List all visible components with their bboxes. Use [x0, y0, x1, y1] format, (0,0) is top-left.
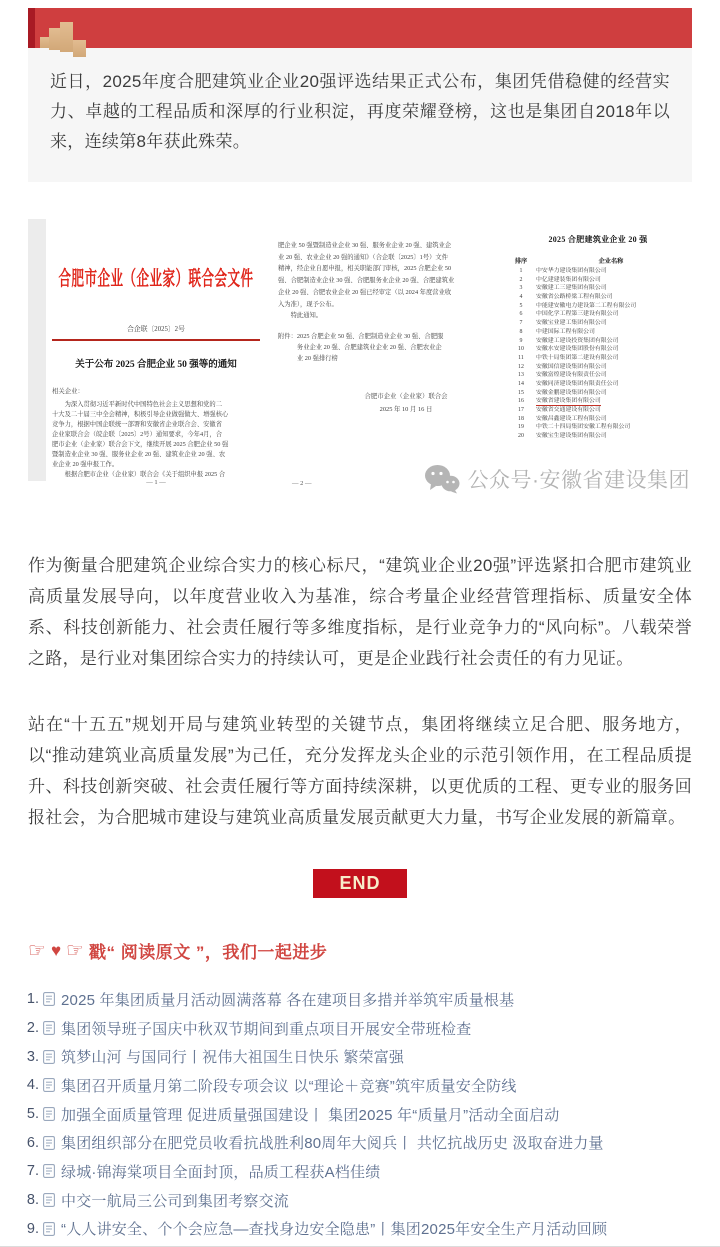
page2-number: — 2 — — [292, 480, 312, 487]
doc-text-line: 强、合肥制造业企业 30 强、合肥服务业企业 20 强、合肥建筑业 — [278, 277, 455, 285]
page1-number: — 1 — — [146, 479, 166, 486]
ranking-row: 12 安徽国信建设集团有限公司 — [518, 363, 607, 370]
article-index: 6. — [26, 1134, 39, 1151]
wechat-icon — [424, 464, 460, 494]
notice-heading: 关于公布 2025 合肥企业 50 强等的通知 — [75, 360, 237, 370]
official-document-image[interactable] — [28, 202, 692, 524]
ranking-row: 17 安徽省交通建设有限公司 — [518, 407, 601, 413]
ranking-row: 13 安徽富煌建设有限责任公司 — [518, 372, 607, 379]
article-title: 2025 年集团质量月活动圆满落幕 各在建项目多措并举筑牢质量根基 — [61, 991, 515, 1009]
doc-text-line: 暨制造业企业 30 强、服务业企业 20 强、建筑业企业 20 强、农 — [52, 451, 226, 458]
article-icon — [43, 1164, 55, 1178]
doc-text-line: 务业企业 20 强、合肥建筑业企业 20 强、合肥农业企 — [278, 343, 442, 351]
intro-card — [28, 48, 692, 182]
article-index: 2. — [26, 1020, 39, 1037]
cta-text: 戳“ 阅读原文 ”，我们一起进步 — [88, 943, 328, 962]
article-icon — [43, 1193, 55, 1207]
end-section — [0, 869, 720, 898]
page1-body — [52, 400, 260, 480]
article-icon — [43, 1222, 55, 1236]
ranking-header — [508, 256, 688, 265]
signature-block — [278, 390, 476, 416]
article-icon — [43, 1107, 55, 1121]
article-index: 1. — [26, 991, 39, 1008]
intro-paragraph: 近日，2025年度合肥建筑业企业20强评选结果正式公布，集团凭借稳健的经营实力、卓越的工程品质和深厚的行业积淀，再度荣耀登榜，这也是集团自2018年以来，连续第8年获此殊荣。 — [50, 72, 670, 151]
document-number: 合企联〔2025〕2号 — [127, 326, 185, 333]
ranking-row: 14 安徽同济建设集团有限责任公司 — [518, 380, 619, 387]
cta-line — [28, 938, 692, 963]
doc-text-line: 附件：2025 合肥企业 50 强、合肥制造业企业 30 强、合肥服 — [278, 332, 444, 340]
doc-text-line: 企业家联合会（皖企联〔2025〕2号）通知要求，今年4月，合 — [52, 431, 223, 438]
related-article-link[interactable] — [22, 1014, 692, 1043]
ranking-row: 4 安徽省公路桥梁工程有限公司 — [519, 294, 613, 301]
article-icon — [43, 1021, 55, 1035]
ranking-row: 8 中建国际工程有限公司 — [519, 328, 595, 335]
article-icon — [43, 1136, 55, 1150]
document-page-2 — [278, 232, 476, 487]
article-index: 4. — [26, 1077, 39, 1094]
ranking-row: 6 中国化学工程第三建设有限公司 — [519, 311, 619, 318]
col-company: 企业名称 — [598, 258, 624, 265]
doc-text-line: 肥企业 50 强暨制造业企业 30 强、服务业企业 20 强、建筑业企 — [278, 242, 452, 249]
related-article-link[interactable] — [22, 1042, 692, 1071]
document-letterhead: 合肥市企业（企业家）联合会文件 — [58, 267, 254, 290]
article-title: 集团召开质量月第二阶段专项会议 以“理论＋竞赛”筑牢质量安全防线 — [61, 1077, 517, 1095]
article-index: 5. — [26, 1106, 39, 1123]
doc-text-line: 精神，经企业自愿申报，相关职能部门审核，2025 合肥企业 50 — [278, 265, 452, 273]
related-article-link[interactable] — [22, 985, 692, 1014]
ranking-row: 15 安徽金鹏建设集团有限公司 — [518, 389, 607, 396]
ranking-row: 1 中安华力建设集团有限公司 — [519, 268, 607, 274]
doc-text-line: 企业 20 强、合肥农业企业 20 强已经审定（以 2024 年度营业收 — [278, 288, 452, 296]
document-page-1 — [50, 216, 262, 486]
ranking-row: 3 安徽建工三建集团有限公司 — [519, 285, 607, 292]
article-index: 8. — [26, 1192, 39, 1209]
ranking-row: 9 安徽建工建设投资集团有限公司 — [519, 337, 619, 344]
article-title: 中交一航局三公司到集团考察交流 — [61, 1192, 290, 1210]
watermark — [424, 464, 691, 494]
pointing-hand-icon: ☞ — [28, 939, 46, 962]
doc-text-line: 竞争力，根据中国企联统一部署和安徽省企业联合会、安徽省 — [52, 421, 223, 428]
ranking-row: 18 安徽昌鑫建设工程有限公司 — [518, 415, 607, 422]
watermark-label: 公众号·安徽省建设集团 — [467, 469, 690, 492]
buildings-icon — [40, 15, 90, 57]
salutation: 相关企业： — [52, 388, 84, 395]
sign-date: 2025 年 10 月 16 日 — [379, 405, 433, 413]
article-icon — [43, 992, 55, 1006]
heart-icon: ♥ — [50, 940, 62, 960]
article-title: 加强全面质量管理 促进质量强国建设丨 集团2025 年“质量月”活动全面启动 — [61, 1106, 560, 1124]
article-title: 集团组织部分在肥党员收看抗战胜利80周年大阅兵丨 共忆抗战历史 汲取奋进力量 — [61, 1135, 604, 1153]
ranking-table — [508, 267, 688, 441]
related-article-link[interactable] — [22, 1128, 692, 1157]
page2-body — [278, 240, 476, 322]
red-rule — [52, 339, 260, 341]
article-index: 3. — [26, 1048, 39, 1065]
doc-text-line: 入为准），现予公布。 — [278, 300, 338, 308]
article-icon — [43, 1078, 55, 1092]
ranking-row: 7 安徽宝业建工集团有限公司 — [519, 320, 607, 327]
article-title: 集团领导班子国庆中秋双节期间到重点项目开展安全带班检查 — [61, 1020, 472, 1038]
related-article-link[interactable] — [22, 1186, 692, 1215]
scan-edge-shadow — [28, 219, 46, 481]
article-index: 7. — [26, 1163, 39, 1180]
article-title: “人人讲安全、个个会应急—查找身边安全隐患”丨集团2025年安全生产月活动回顾 — [61, 1221, 608, 1239]
doc-text-line: 业企业 20 强申报工作。 — [52, 461, 119, 468]
doc-text-line: 十大及二十届三中全会精神，积极引导企业做强做大、增强核心 — [52, 411, 229, 418]
doc-text-line: 业 20 强排行榜 — [278, 354, 338, 362]
related-articles-list — [22, 985, 692, 1243]
doc-text-line: 肥市企业（企业家）联合会下文，继续开展 2025 合肥企业 50 强 — [52, 441, 229, 448]
related-article-link[interactable] — [22, 1157, 692, 1186]
end-badge: END — [313, 869, 406, 898]
ranking-row: 11 中铁十局集团第二建设有限公司 — [518, 354, 619, 361]
article-title: 筑梦山河 与国同行丨祝伟大祖国生日快乐 繁荣富强 — [61, 1049, 405, 1067]
ranking-row: 10 安徽水安建设集团股份有限公司 — [518, 346, 619, 353]
signer: 合肥市企业（企业家）联合会 — [364, 392, 448, 400]
related-article-link[interactable] — [22, 1100, 692, 1129]
body-paragraph-3: 站在“十五五”规划开局与建筑业转型的关键节点，集团将继续立足合肥、服务地方，以“推动建筑业高质量发展”为己任，充分发挥龙头企业的示范引领作用，在工程品质提升、科技创新突破、社会责任履行等方面持续深耕，以更优质的工程、更专业的服务回报社会，为合肥城市建设与建筑业高质量发展贡献更大力量，书写企业发展的新篇章。 — [28, 715, 692, 827]
document-page-3 — [508, 234, 688, 634]
banner-left-strip — [28, 8, 35, 48]
doc-text-line: 特此通知。 — [278, 312, 323, 320]
ranking-row: 5 中能建安徽电力建设第二工程有限公司 — [519, 302, 637, 309]
wechat-article-page — [0, 8, 720, 1245]
related-article-link[interactable] — [22, 1071, 692, 1100]
ranking-row: 2 中亿建建装集团有限公司 — [519, 276, 601, 283]
doc-text-line: 为深入贯彻习近平新时代中国特色社会主义思想和党的二 — [52, 401, 223, 408]
ranking-row: 19 中铁二十四局集团安徽工程有限公司 — [518, 424, 631, 431]
pointing-hand-icon: ☞ — [66, 939, 84, 962]
related-article-link[interactable] — [22, 1215, 692, 1244]
article-index: 9. — [26, 1220, 39, 1237]
article-title: 绿城·锦海棠项目全面封顶，品质工程获A档佳绩 — [61, 1163, 381, 1181]
header-banner — [28, 8, 692, 48]
col-rank: 排序 — [514, 258, 528, 265]
ranking-row: 16 安徽省建设集团有限公司 — [518, 398, 601, 405]
ranking-title: 2025 合肥建筑业企业 20 强 — [548, 235, 648, 244]
attachment-block — [278, 331, 476, 364]
body-paragraph-2: 作为衡量合肥建筑企业综合实力的核心标尺，“建筑业企业20强”评选紧扣合肥市建筑业高质量发展导向，以年度营业收入为基准，综合考量企业经营管理指标、质量安全体系、科技创新能力、社会责任履行等多维度指标，是行业竞争力的“风向标”。八载荣誉之路，是行业对集团综合实力的持续认可，更是企业践行社会责任的有力见证。 — [28, 556, 692, 668]
doc-text-line: 根据合肥市企业（企业家）联合会《关于组织申报 2025 合 — [52, 471, 226, 478]
ranking-row: 20 安徽宝生建设集团有限公司 — [518, 433, 607, 440]
article-icon — [43, 1050, 55, 1064]
doc-text-line: 业 20 强、农业企业 20 强的通知》（合企联〔2025〕1号）文件 — [278, 253, 449, 261]
